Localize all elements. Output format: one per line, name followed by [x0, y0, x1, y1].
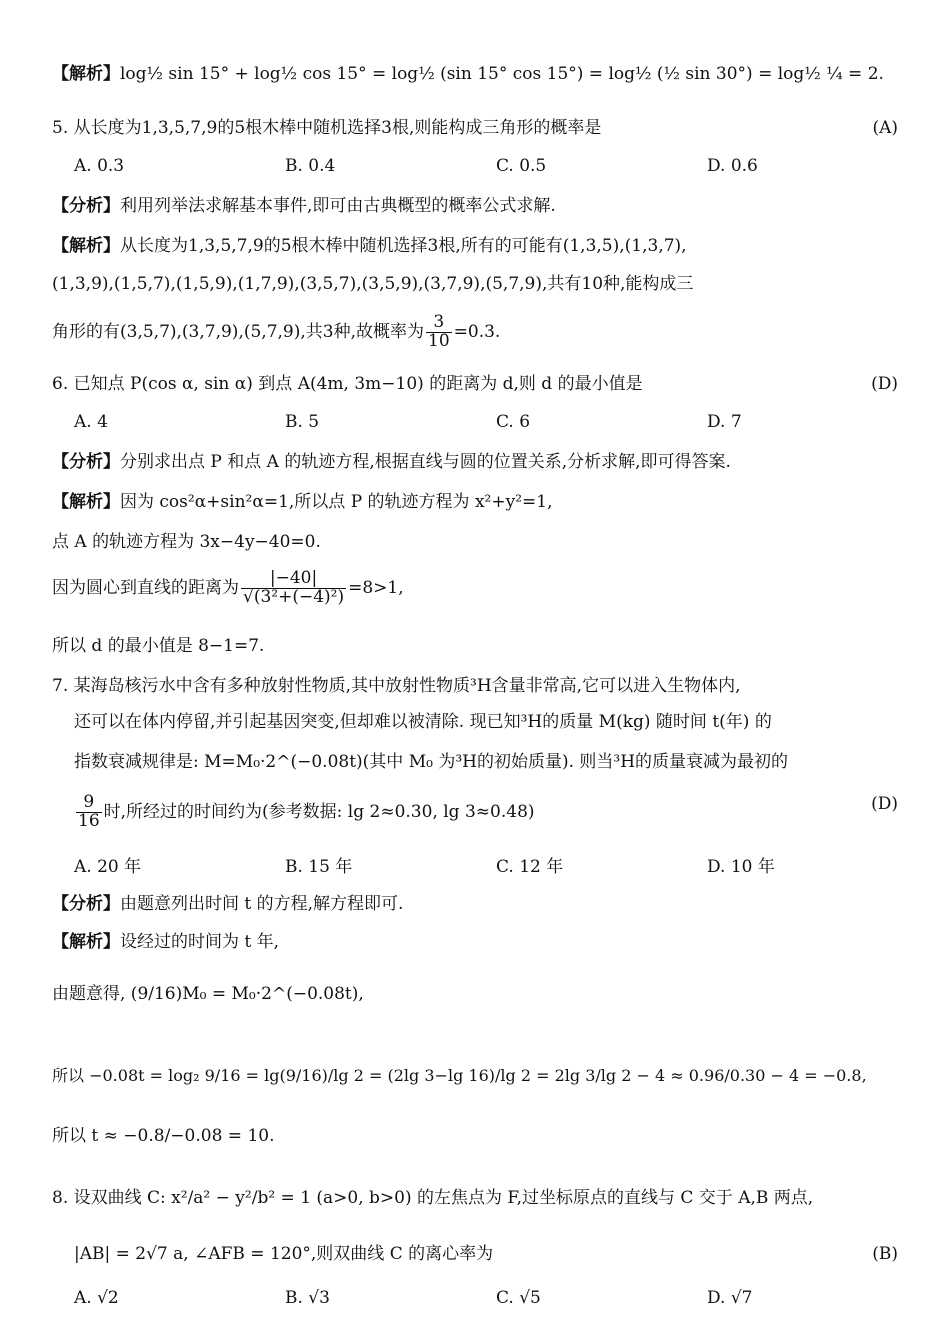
- q8-option-b: B. √3: [285, 1288, 330, 1308]
- q7-analysis: [52, 894, 898, 914]
- q7-option-a: A. 20 年: [74, 857, 142, 877]
- q6-solution-line-2: 点 A 的轨迹方程为 3x−4y−40=0.: [52, 532, 321, 552]
- solution-tag: 【解析】: [52, 492, 120, 512]
- q5-solution-line-2: (1,3,9),(1,5,7),(1,5,9),(1,7,9),(3,5,7),(3,5,9),(3,7,9),(5,7,9),共有10种,能构成三: [52, 274, 694, 294]
- q7-solution-text-1: 设经过的时间为 t 年,: [120, 932, 280, 952]
- q6-solution-line-4: 所以 d 的最小值是 8−1=7.: [52, 636, 265, 656]
- q7-solution-line-4: 所以 t ≈ −0.8/−0.08 = 10.: [52, 1126, 275, 1146]
- q5-stem: [52, 118, 898, 138]
- q5-stem-text: 5. 从长度为1,3,5,7,9的5根木棒中随机选择3根,则能构成三角形的概率是: [52, 118, 602, 138]
- q7-answer: (D): [871, 794, 898, 814]
- solution-tag: 【解析】: [52, 64, 120, 84]
- q5-option-d: D. 0.6: [707, 156, 758, 176]
- q4-solution: [52, 64, 898, 84]
- q7-analysis-text: 由题意列出时间 t 的方程,解方程即可.: [120, 894, 404, 914]
- q7-stem-text-4: 时,所经过的时间约为(参考数据: lg 2≈0.30, lg 3≈0.48): [103, 801, 535, 822]
- q8-stem-text-2: |AB| = 2√7 a, ∠AFB = 120°,则双曲线 C 的离心率为: [74, 1244, 494, 1264]
- q6-stem-text: 6. 已知点 P(cos α, sin α) 到点 A(4m, 3m−10) 的距离为 d,则 d 的最小值是: [52, 374, 643, 394]
- q5-solution-text-3a: 角形的有(3,5,7),(3,7,9),(5,7,9),共3种,故概率为: [52, 321, 424, 342]
- q5-option-a: A. 0.3: [74, 156, 125, 176]
- q7-option-b: B. 15 年: [285, 857, 353, 877]
- q5-solution-text-1: 从长度为1,3,5,7,9的5根木棒中随机选择3根,所有的可能有(1,3,5),(1,3,7),: [120, 236, 687, 256]
- q5-analysis: [52, 196, 898, 216]
- q7-stem-line-4: [74, 794, 898, 831]
- q5-solution-line-1: [52, 236, 898, 256]
- q6-answer: (D): [871, 374, 898, 394]
- q8-option-d: D. √7: [707, 1288, 753, 1308]
- analysis-tag: 【分析】: [52, 894, 120, 914]
- q7-stem-line-3: 指数衰减规律是: M=M₀·2^(−0.08t)(其中 M₀ 为³H的初始质量). 则当³H的质量衰减为最初的: [74, 752, 789, 772]
- q7-option-d: D. 10 年: [707, 857, 775, 877]
- q7-options: [74, 852, 898, 876]
- q6-analysis-text: 分别求出点 P 和点 A 的轨迹方程,根据直线与圆的位置关系,分析求解,即可得答案.: [120, 452, 731, 472]
- q6-solution-line-3: [52, 570, 898, 607]
- q8-option-a: A. √2: [74, 1288, 119, 1308]
- q6-option-c: C. 6: [496, 412, 531, 432]
- q7-option-c: C. 12 年: [496, 857, 564, 877]
- q6-stem: [52, 374, 898, 394]
- q6-solution-line-1: [52, 492, 898, 512]
- q5-solution-text-3b: =0.3.: [453, 321, 501, 342]
- q6-solution-text-1: 因为 cos²α+sin²α=1,所以点 P 的轨迹方程为 x²+y²=1,: [120, 492, 553, 512]
- q6-analysis: [52, 452, 898, 472]
- q8-stem-line-2: [74, 1244, 898, 1264]
- q5-options: [74, 156, 898, 180]
- q8-stem-line-1: 8. 设双曲线 C: x²/a² − y²/b² = 1 (a>0, b>0) 的左焦点为 F,过坐标原点的直线与 C 交于 A,B 两点,: [52, 1188, 814, 1208]
- analysis-tag: 【分析】: [52, 452, 120, 472]
- fraction-denominator: √(3²+(−4)²): [243, 586, 345, 607]
- fraction-numerator: |−40|: [241, 570, 346, 589]
- q7-stem-line-2: 还可以在体内停留,并引起基因突变,但却难以被清除. 现已知³H的质量 M(kg) 随时间 t(年) 的: [74, 712, 772, 732]
- q8-option-c: C. √5: [496, 1288, 541, 1308]
- q5-solution-line-3: [52, 314, 898, 351]
- fraction-numerator: 9: [76, 794, 102, 813]
- q6-option-a: A. 4: [74, 412, 108, 432]
- q6-options: [74, 412, 898, 436]
- q6-fraction: [241, 570, 346, 607]
- q5-analysis-text: 利用列举法求解基本事件,即可由古典概型的概率公式求解.: [120, 196, 556, 216]
- analysis-tag: 【分析】: [52, 196, 120, 216]
- q5-option-b: B. 0.4: [285, 156, 336, 176]
- q5-answer: (A): [872, 118, 898, 138]
- q7-solution-line-1: [52, 932, 898, 952]
- q8-answer: (B): [872, 1244, 898, 1264]
- q6-solution-text-3a: 因为圆心到直线的距离为: [52, 577, 239, 598]
- q7-solution-line-2: 由题意得, (9/16)M₀ = M₀·2^(−0.08t),: [52, 984, 364, 1004]
- q6-solution-text-3b: =8>1,: [348, 577, 404, 598]
- q6-option-b: B. 5: [285, 412, 320, 432]
- fraction-numerator: 3: [426, 314, 452, 333]
- q6-option-d: D. 7: [707, 412, 742, 432]
- q4-solution-text: log½ sin 15° + log½ cos 15° = log½ (sin 15° cos 15°) = log½ (½ sin 30°) = log½ ¼ = 2.: [120, 64, 884, 84]
- solution-tag: 【解析】: [52, 236, 120, 256]
- q7-solution-line-3: 所以 −0.08t = log₂ 9/16 = lg(9/16)/lg 2 = (2lg 3−lg 16)/lg 2 = 2lg 3/lg 2 − 4 ≈ 0.96/0.30 − 4 = −0.8,: [52, 1066, 867, 1085]
- solution-tag: 【解析】: [52, 932, 120, 952]
- fraction-denominator: 16: [78, 810, 100, 831]
- q5-fraction: [426, 314, 452, 351]
- q5-option-c: C. 0.5: [496, 156, 547, 176]
- q7-stem-line-1: 7. 某海岛核污水中含有多种放射性物质,其中放射性物质³H含量非常高,它可以进入生物体内,: [52, 676, 741, 696]
- q7-fraction: [76, 794, 102, 831]
- q8-options: [74, 1288, 898, 1312]
- fraction-denominator: 10: [428, 330, 450, 351]
